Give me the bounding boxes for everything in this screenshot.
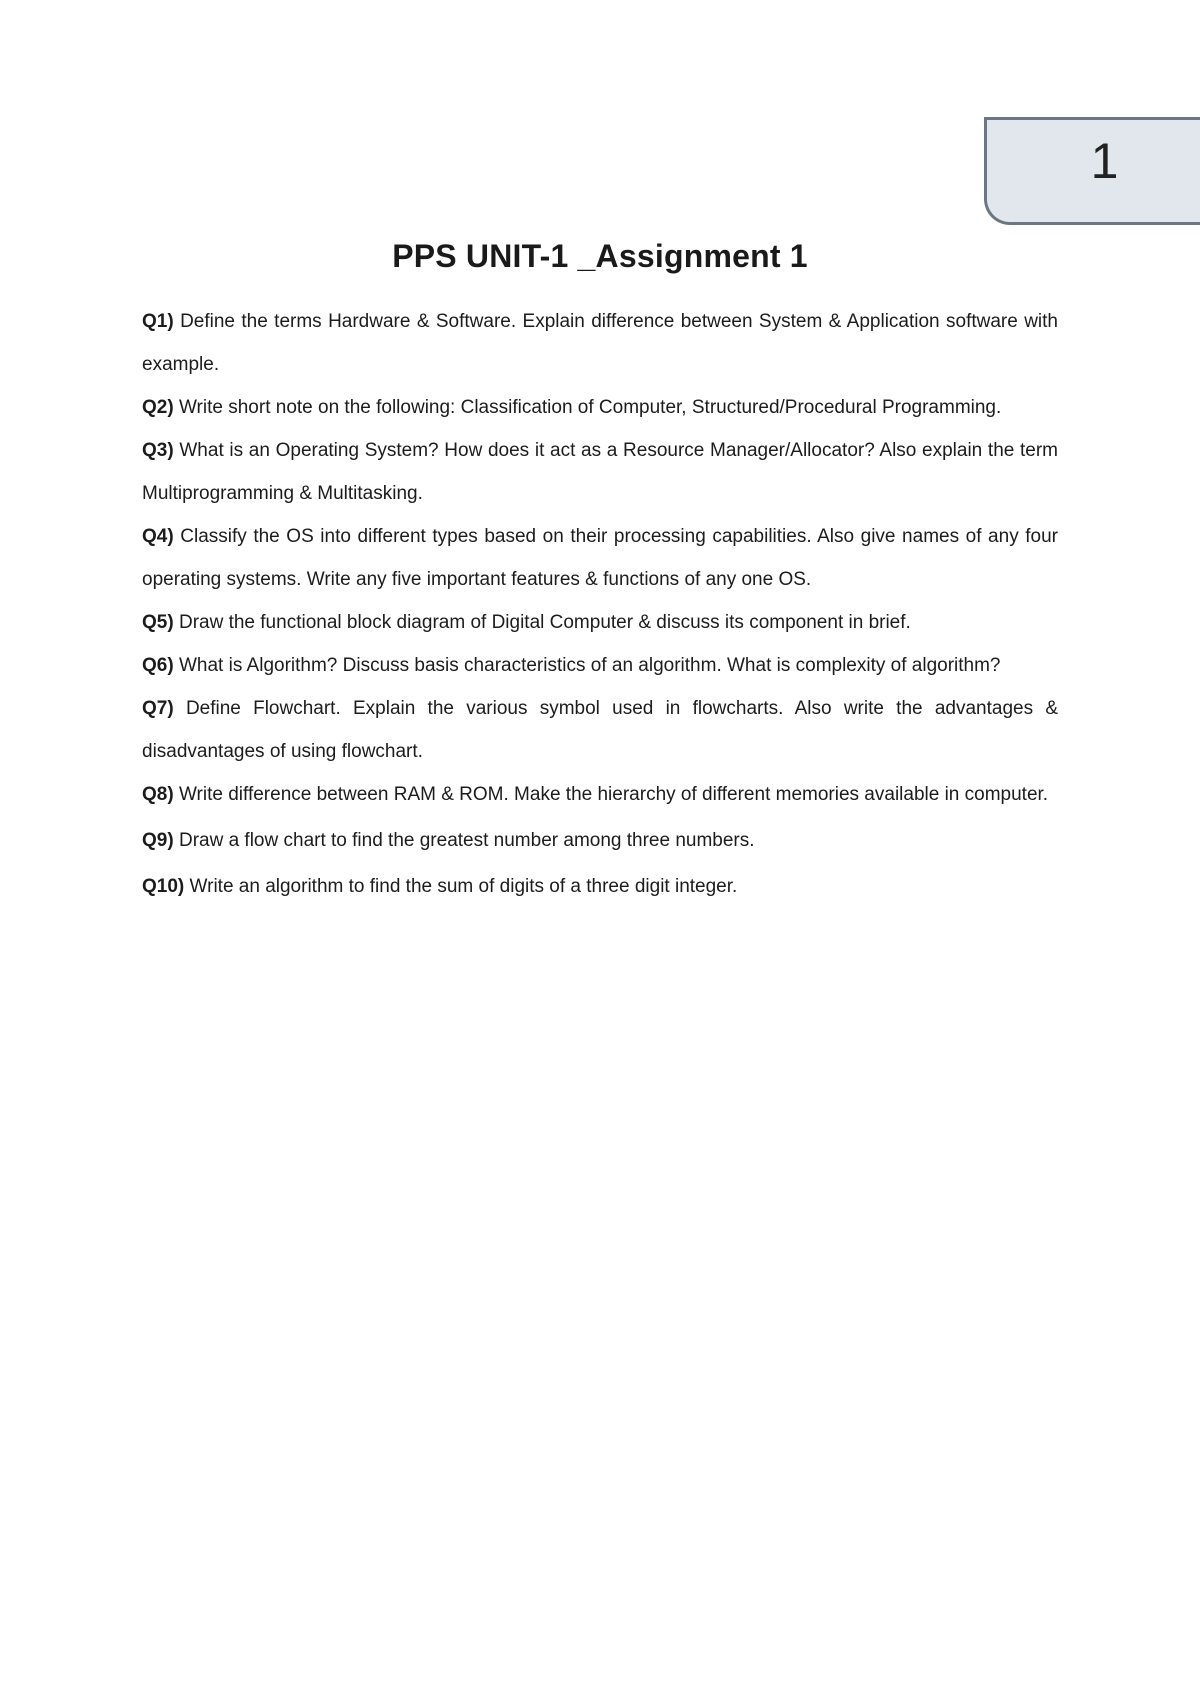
- question-text: Define the terms Hardware & Software. Explain difference between System & Application software with example.: [142, 311, 1058, 375]
- question-text: Classify the OS into different types based on their processing capabilities. Also give names of any four operating systems. Write any five important features & functions of any one OS.: [142, 526, 1058, 590]
- question-text: Draw a flow chart to find the greatest number among three numbers.: [178, 830, 755, 851]
- question-7: [142, 687, 1058, 773]
- question-4: [142, 515, 1058, 601]
- question-number: Q4): [142, 526, 174, 547]
- question-number: Q8): [142, 784, 174, 805]
- question-number: Q1): [142, 311, 174, 332]
- question-9: [142, 827, 1058, 855]
- question-number: Q6): [142, 655, 174, 676]
- page-number-tab: [984, 117, 1200, 225]
- question-8: [142, 781, 1058, 809]
- question-text: What is an Operating System? How does it act as a Resource Manager/Allocator? Also explain the term Multiprogramming & Multitasking.: [142, 440, 1059, 504]
- question-3: [142, 429, 1058, 515]
- question-list: [142, 300, 1058, 901]
- question-number: Q2): [142, 397, 174, 418]
- question-number: Q9): [142, 830, 174, 851]
- question-text: Write short note on the following: Classification of Computer, Structured/Procedural Programming.: [178, 397, 1002, 418]
- question-number: Q7): [142, 698, 174, 719]
- question-5: [142, 601, 1058, 644]
- question-text: Write difference between RAM & ROM. Make the hierarchy of different memories available in computer.: [178, 784, 1049, 805]
- document-title: PPS UNIT-1 _Assignment 1: [392, 238, 808, 274]
- question-text: Write an algorithm to find the sum of digits of a three digit integer.: [189, 876, 738, 897]
- question-number: Q5): [142, 612, 174, 633]
- question-number: Q10): [142, 876, 185, 897]
- question-2: [142, 386, 1058, 429]
- question-number: Q3): [142, 440, 174, 461]
- question-6: [142, 644, 1058, 687]
- question-1: [142, 300, 1058, 386]
- question-text: What is Algorithm? Discuss basis characteristics of an algorithm. What is complexity of algorithm?: [178, 655, 1001, 676]
- question-text: Draw the functional block diagram of Digital Computer & discuss its component in brief.: [178, 612, 911, 633]
- question-10: [142, 873, 1058, 901]
- question-text: Define Flowchart. Explain the various symbol used in flowcharts. Also write the advantages & disadvantages of using flowchart.: [142, 698, 1058, 762]
- page-number: 1: [1090, 133, 1119, 189]
